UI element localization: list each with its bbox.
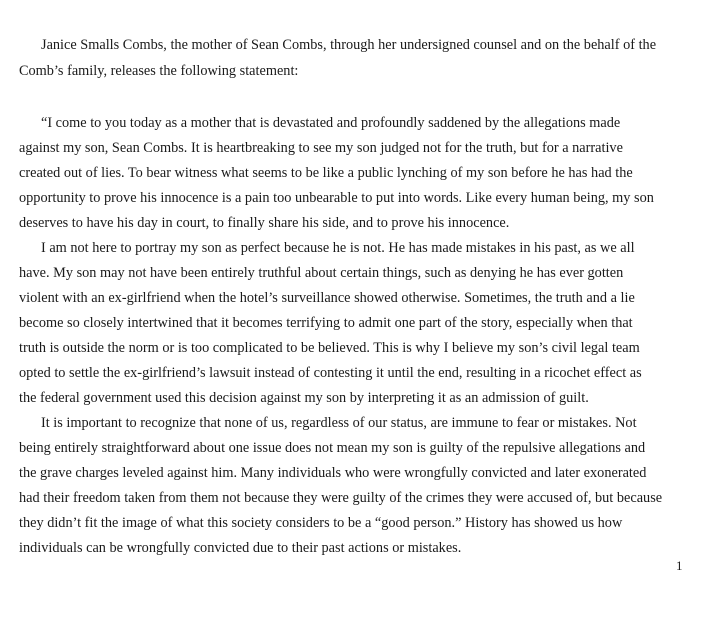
paragraph-2-line: become so closely intertwined that it becomes terrifying to admit one part of the story, especially when that: [19, 315, 633, 331]
paragraph-1-line: “I come to you today as a mother that is devastated and profoundly saddened by the allegations made: [41, 115, 621, 131]
intro-line: Janice Smalls Combs, the mother of Sean Combs, through her undersigned counsel and on the behalf of the: [41, 37, 657, 53]
paragraph-3-line: It is important to recognize that none of us, regardless of our status, are immune to fear or mistakes. Not: [41, 415, 637, 431]
paragraph-3-line: individuals can be wrongfully convicted due to their past actions or mistakes.: [19, 540, 462, 556]
paragraph-2-line: violent with an ex-girlfriend when the hotel’s surveillance showed otherwise. Sometimes, the truth and a lie: [19, 290, 635, 306]
paragraph-2-line: truth is outside the norm or is too complicated to be believed. This is why I believe my son’s civil legal team: [19, 340, 640, 356]
paragraph-3-line: being entirely straightforward about one issue does not mean my son is guilty of the repulsive allegations and: [19, 440, 646, 456]
paragraph-1-line: against my son, Sean Combs. It is heartbreaking to see my son judged not for the truth, but for a narrative: [19, 140, 623, 156]
paragraph-1-line: opportunity to prove his innocence is a pain too unbearable to put into words. Like every human being, my son: [19, 190, 654, 206]
intro-line: Comb’s family, releases the following statement:: [19, 63, 299, 79]
paragraph-3-line: the grave charges leveled against him. Many individuals who were wrongfully convicted and later exonerated: [19, 465, 647, 481]
paragraph-3-line: had their freedom taken from them not because they were guilty of the crimes they were accused of, but because: [19, 490, 663, 506]
paragraph-1-line: created out of lies. To bear witness what seems to be like a public lynching of my son before he has had the: [19, 165, 633, 181]
paragraph-2-line: the federal government used this decision against my son by interpreting it as an admission of guilt.: [19, 390, 589, 406]
paragraph-2-line: opted to settle the ex-girlfriend’s lawsuit instead of contesting it until the end, resulting in a ricochet effect as: [19, 365, 642, 381]
page-number: 1: [676, 558, 683, 573]
paragraph-2-line: I am not here to portray my son as perfect because he is not. He has made mistakes in his past, as we all: [41, 240, 635, 256]
paragraph-1-line: deserves to have his day in court, to finally share his side, and to prove his innocence.: [19, 215, 510, 231]
paragraph-2-line: have. My son may not have been entirely truthful about certain things, such as denying he has ever gotten: [19, 265, 624, 281]
paragraph-3-line: they didn’t fit the image of what this society considers to be a “good person.” History has showed us how: [19, 515, 623, 531]
